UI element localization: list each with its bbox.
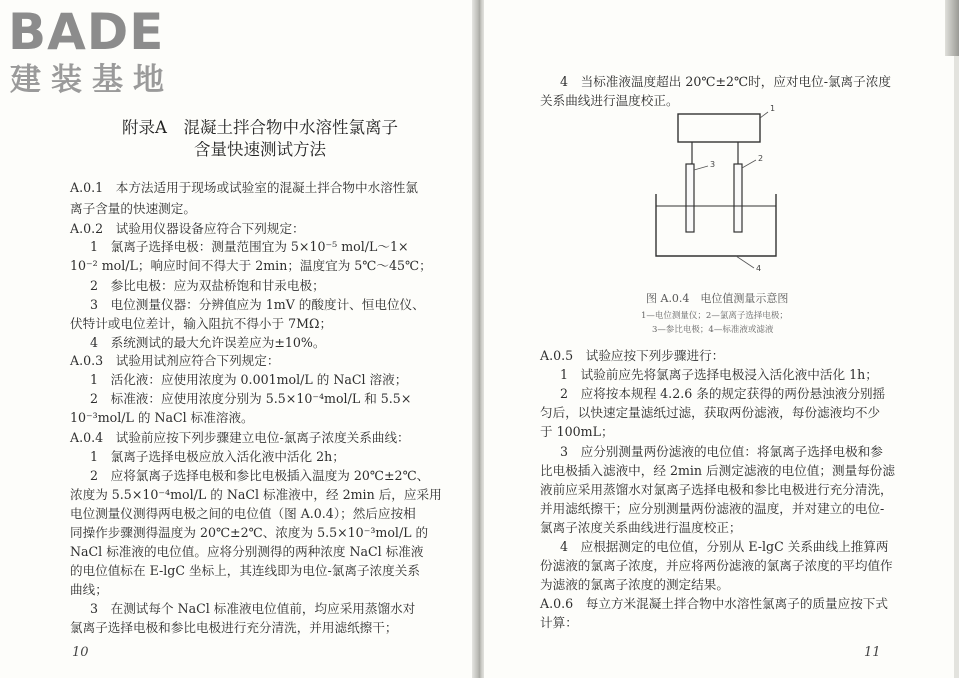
text-line: 比电极插入滤液中，经 2min 后测定滤液的电位值；测量每份滤 [540,463,895,478]
watermark-brand: BADE [8,3,165,61]
text-line: 2 应将按本规程 4.2.6 条的规定获得的两份悬浊液分别摇 [560,386,886,401]
text-line: 3 应分别测量两份滤液的电位值：将氯离子选择电极和参 [560,444,883,459]
chloride-selective-electrode [734,164,742,232]
text-line: 3 在测试每个 NaCl 标准液电位值前，均应采用蒸馏水对 [90,601,416,616]
appendix-title-line1: 附录A 混凝土拌合物中水溶性氯离子 [122,118,398,137]
text-line: 电位测量仪测得两电极之间的电位值（图 A.0.4）；然后应按相 [70,506,416,521]
figure-caption: 图 A.0.4 电位值测量示意图 [646,292,789,305]
callout-3: 3 [710,160,716,169]
page-edge-shadow [945,0,959,56]
text-line: A.0.5 试验应按下列步骤进行： [540,348,725,363]
text-line: 于 100mL； [540,424,614,439]
reference-electrode [686,164,694,232]
text-line: 3 电位测量仪器：分辨值应为 1mV 的酸度计、恒电位仪、 [90,297,425,312]
left-page [0,0,474,678]
watermark-logo [8,4,193,99]
text-line: 2 标准液：应使用浓度分别为 5.5×10⁻⁴mol/L 和 5.5× [90,391,412,406]
text-line: A.0.4 试验前应按下列步骤建立电位-氯离子浓度关系曲线： [70,430,410,445]
page-number-right: 11 [864,645,881,660]
callout-1: 1 [770,104,776,113]
text-line: 氯离子浓度关系曲线进行温度校正； [540,520,742,535]
text-line: 1 活化液：应使用浓度为 0.001mol/L 的 NaCl 溶液； [90,372,408,387]
electrode-measurement-diagram [652,106,782,282]
text-line: 份滤液的氯离子浓度，并应将两份滤液的氯离子浓度的平均值作 [540,558,893,573]
text-line: 关系曲线进行温度校正。 [540,93,679,108]
text-line: 浓度为 5.5×10⁻⁴mol/L 的 NaCl 标准液中，经 2min 后，应采用 [70,487,442,502]
text-line: 10⁻³mol/L 的 NaCl 标准溶液。 [70,410,254,425]
text-line: A.0.3 试验用试剂应符合下列规定： [70,353,280,368]
text-line: 曲线； [70,582,108,597]
text-line: 液前应采用蒸馏水对氯离子选择电极和参比电极进行充分清洗， [540,482,893,497]
page-number-left: 10 [72,645,89,660]
text-line: 1 试验前应先将氯离子选择电极浸入活化液中活化 1h； [560,367,878,382]
text-line: A.0.1 本方法适用于现场或试验室的混凝土拌合物中水溶性氯 [70,180,418,195]
text-line: 计算： [540,615,578,630]
appendix-title-line2: 含量快速测试方法 [194,140,326,159]
text-line: 10⁻² mol/L；响应时间不得大于 2min；温度宜为 5℃～45℃； [70,258,432,273]
text-line: 同操作步骤测得温度为 20℃±2℃、浓度为 5.5×10⁻³mol/L 的 [70,525,429,540]
text-line: 离子含量的快速测定。 [70,201,196,216]
figure-legend-line2: 3—参比电极；4—标准液或滤液 [652,325,774,335]
callout-4: 4 [756,264,762,273]
text-line: 1 氯离子选择电极应放入活化液中活化 2h； [90,449,345,464]
meter-box [678,114,760,142]
text-line: A.0.6 每立方米混凝土拌合物中水溶性氯离子的质量应按下式 [540,596,888,611]
text-line: 4 应根据测定的电位值，分别从 E-lgC 关系曲线上推算两 [560,539,889,554]
text-line: A.0.2 试验用仪器设备应符合下列规定： [70,221,305,236]
text-line: 4 当标准液温度超出 20℃±2℃时，应对电位-氯离子浓度 [560,74,891,89]
text-line: 2 应将氯离子选择电极和参比电极插入温度为 20℃±2℃、 [90,468,430,483]
page-edge [954,0,959,678]
text-line: NaCl 标准液的电位值。应将分别测得的两种浓度 NaCl 标准液 [70,544,424,559]
diagram-drawing [652,106,782,282]
callout-2: 2 [758,154,764,163]
figure-legend-line1: 1—电位测量仪；2—氯离子选择电极； [641,311,788,321]
text-line: 的电位值标在 E-lgC 坐标上，其连线即为电位-氯离子浓度关系 [70,563,420,578]
text-line: 匀后，以快速定量滤纸过滤，获取两份滤液，每份滤液均不少 [540,405,881,420]
beaker [656,194,776,256]
text-line: 为滤液的氯离子浓度的测定结果。 [540,577,729,592]
watermark-subtitle: 建装基地 [10,62,174,98]
text-line: 伏特计或电位差计，输入阻抗不得小于 7MΩ； [70,316,333,331]
text-line: 2 参比电极：应为双盐桥饱和甘汞电极； [90,278,325,293]
text-line: 并用滤纸擦干；应分别测量两份滤液的温度，并对建立的电位- [540,501,885,516]
text-line: 氯离子选择电极和参比电极进行充分清洗，并用滤纸擦干； [70,620,398,635]
text-line: 1 氯离子选择电极：测量范围宜为 5×10⁻⁵ mol/L～1× [90,239,409,254]
text-line: 4 系统测试的最大允许误差应为±10%。 [90,335,326,350]
